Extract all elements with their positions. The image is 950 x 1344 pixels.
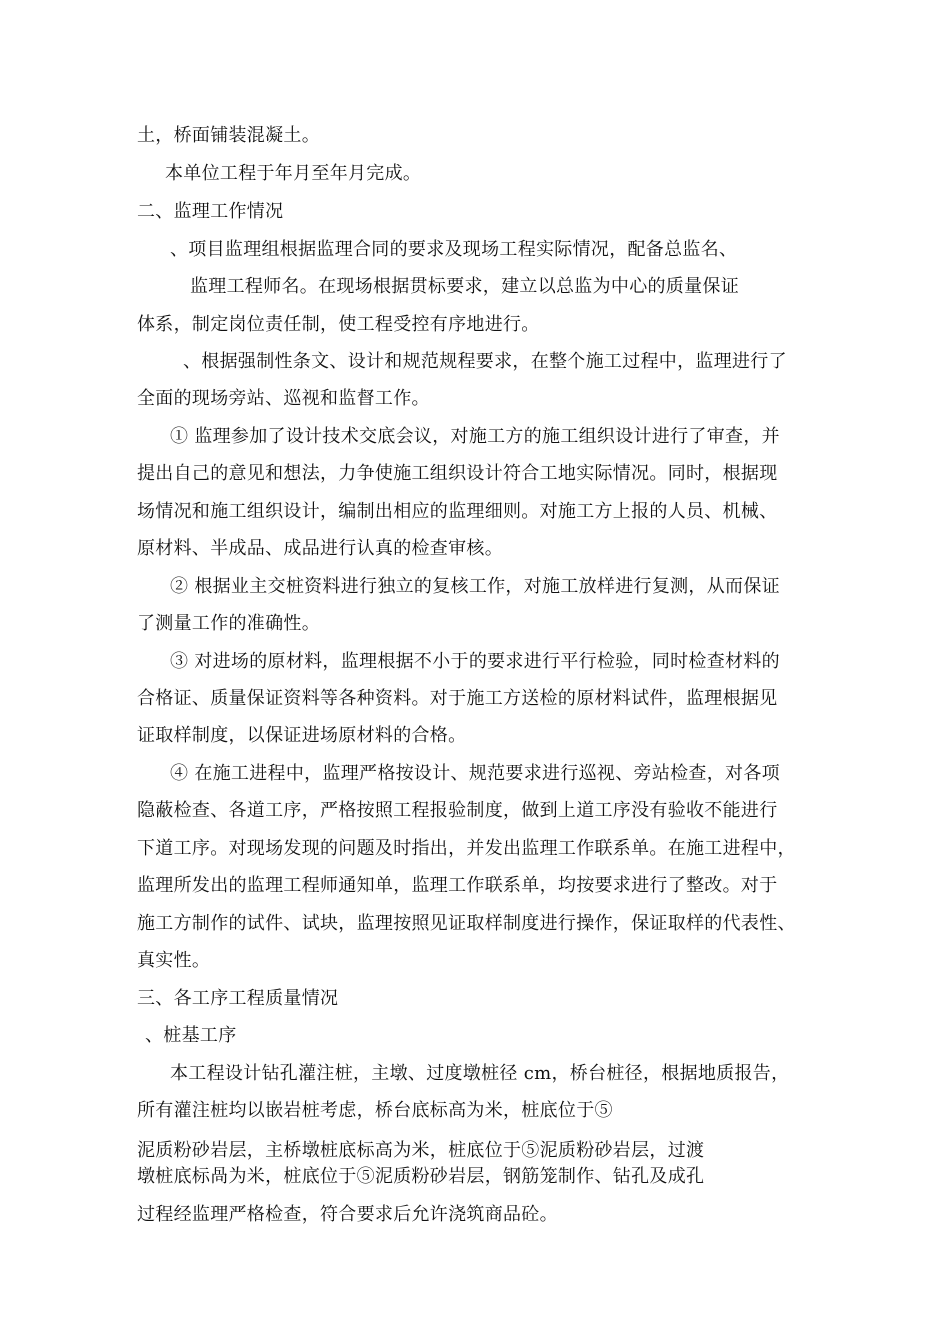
text-line-6: 体系，制定岗位责任制，使工程受控有序地进行。: [137, 314, 540, 335]
text-line-9: ① 监理参加了设计技术交底会议，对施工方的施工组织设计进行了审查，并: [170, 426, 780, 447]
text-line-19: 隐蔽检查、各道工序，严格按照工程报验制度，做到上道工序没有验收不能进行: [137, 800, 778, 821]
text-line-20: 下道工序。对现场发现的问题及时指出，并发出监理工作联系单。在施工进程中，: [137, 838, 796, 859]
text-line-4: 、项目监理组根据监理合同的要求及现场工程实际情况，配备总监名、: [170, 239, 738, 260]
text-line-8: 全面的现场旁站、巡视和监督工作。: [137, 388, 430, 409]
subsection-heading: 、桩基工序: [145, 1025, 237, 1046]
text-line-11: 场情况和施工组织设计，编制出相应的监理细则。对施工方上报的人员、机械、: [137, 501, 778, 522]
text-line-16: 合格证、质量保证资料等各种资料。对于施工方送检的原材料试件，监理根据见: [137, 688, 778, 709]
text-line-15: ③ 对进场的原材料，监理根据不小于的要求进行平行检验，同时检查材料的: [170, 651, 780, 672]
section-heading-3: 三、各工序工程质量情况: [137, 988, 339, 1009]
text-line-5: 监理工程师名。在现场根据贯标要求，建立以总监为中心的质量保证: [190, 276, 739, 297]
text-line-10: 提出自己的意见和想法，力争使施工组织设计符合工地实际情况。同时，根据现: [137, 463, 778, 484]
text-line-30: 过程经监理严格检查，符合要求后允许浇筑商品砼。: [137, 1204, 558, 1225]
section-heading-2: 二、监理工作情况: [137, 201, 284, 222]
text-line-13: ② 根据业主交桩资料进行独立的复核工作，对施工放样进行复测，从而保证: [170, 576, 780, 597]
text-line-21: 监理所发出的监理工程师通知单，监理工作联系单，均按要求进行了整改。对于: [137, 875, 778, 896]
text-line-26: 本工程设计钻孔灌注桩，主墩、过度墩桩径 cm，桥台桩径，根据地质报告，: [170, 1063, 790, 1084]
text-line-17: 证取样制度，以保证进场原材料的合格。: [137, 725, 467, 746]
text-line-7: 、根据强制性条文、设计和规范规程要求，在整个施工过程中，监理进行了: [183, 351, 787, 372]
text-line-29: 墩桩底标咼为米，桩底位于⑤泥质粉砂岩层，钢筋笼制作、钻孔及成孔: [137, 1166, 705, 1187]
text-line-18: ④ 在施工进程中，监理严格按设计、规范要求进行巡视、旁站检查，对各项: [170, 763, 780, 784]
text-line-14: 了测量工作的准确性。: [137, 613, 320, 634]
text-line-23: 真实性。: [137, 950, 211, 971]
text-line-12: 原材料、半成品、成品进行认真的检查审核。: [137, 538, 503, 559]
text-line-22: 施工方制作的试件、试块，监理按照见证取样制度进行操作，保证取样的代表性、: [137, 913, 796, 934]
text-line-28: 泥质粉砂岩层，主桥墩桩底标高为米，桩底位于⑤泥质粉砂岩层，过渡: [137, 1140, 705, 1161]
text-line-2: 本单位工程于年月至年月完成。: [165, 163, 422, 184]
text-line-27: 所有灌注桩均以嵌岩桩考虑，桥台底标高为米，桩底位于⑤: [137, 1100, 613, 1121]
text-line-1: 土，桥面铺装混凝土。: [137, 125, 320, 146]
